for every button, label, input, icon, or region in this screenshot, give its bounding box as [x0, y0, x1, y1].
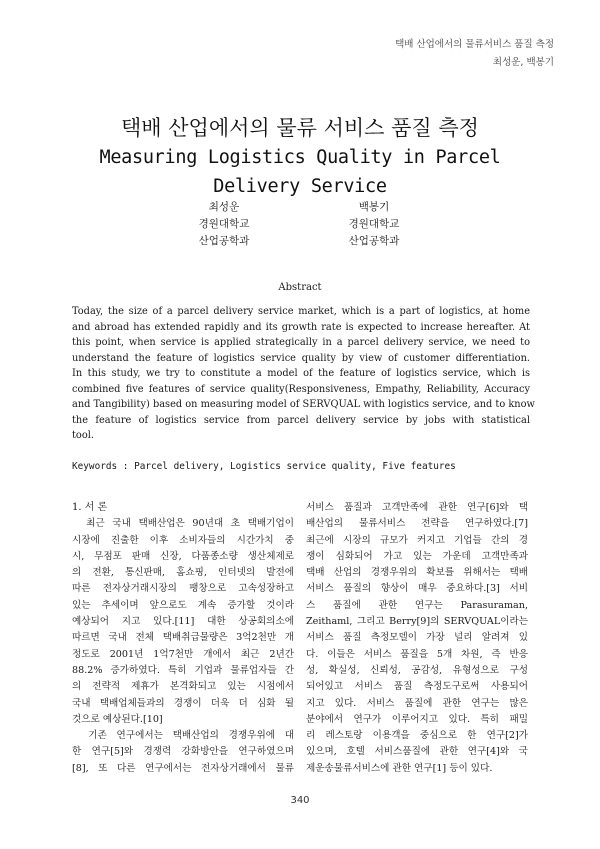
author-department: 산업공학과 [348, 235, 400, 247]
keywords: Keywords : Parcel delivery, Logistics service quality, Five features [72, 461, 456, 472]
body-line: 스 품질에 관한 연구는 Parasuraman, [306, 599, 528, 611]
body-line: 국내 택배업체들과의 경쟁이 더욱 더 심화 될 [72, 697, 294, 709]
abstract-line: In this study, we try to constitute a model of the feature of logistics service, which is [72, 368, 530, 379]
author-affiliation: 경원대학교 [198, 218, 250, 230]
author-block-2 [304, 199, 444, 250]
body-line: 따른 전자상거래시장의 팽창으로 고속성장하고 [72, 583, 294, 595]
body-line: 한 연구[5]와 경쟁력 강화방안을 연구하였으며 [72, 746, 294, 758]
body-line: 최근에 시장의 규모가 커지고 기업들 간의 경 [306, 534, 528, 546]
body-line: 정도로 2001년 1억7천만 개에서 최근 2년간 [72, 648, 294, 660]
running-header-title: 택배 산업에서의 물류서비스 품질 측정 [395, 39, 554, 50]
body-line: 있는 추세이며 앞으로도 계속 증가할 것이라 [72, 599, 294, 611]
body-line: 88.2% 증가하였다. 특히 기업과 물류업자들 간 [72, 664, 294, 676]
section-heading: 1. 서 론 [72, 502, 108, 513]
body-line: 서비스 품질의 향상이 매우 중요하다.[3] 서비 [306, 583, 528, 595]
abstract-line: combined five features of service quality(Responsiveness, Empathy, Reliability, Accuracy [72, 383, 530, 395]
body-line: 것으로 예상된다.[10] [72, 713, 163, 725]
body-line: 서비스 품질과 고객만족에 관한 연구[6]와 택 [306, 502, 528, 513]
author-affiliation: 경원대학교 [348, 218, 400, 230]
running-header-authors: 최성운, 백봉기 [492, 57, 554, 68]
author-name: 최성운 [208, 201, 240, 213]
body-line: 분야에서 연구가 이루어지고 있다. 특히 패밀 [306, 713, 528, 725]
page-number: 340 [290, 795, 310, 806]
paper-title-korean: 택배 산업에서의 물류 서비스 품질 측정 [121, 116, 479, 140]
abstract-line: Today, the size of a parcel delivery service market, which is a part of logistics, at home [72, 306, 530, 317]
body-line: 배산업의 물류서비스 전략을 연구하였다.[7] [306, 518, 528, 530]
author-block-1 [154, 199, 294, 250]
body-line: 시장에 진출한 이후 소비자들의 시간가치 중 [72, 534, 294, 546]
body-line: Zeithaml, 그리고 Berry[9]의 SERVQUAL이라는 [306, 616, 528, 628]
abstract-line: tool. [72, 430, 94, 441]
running-header [395, 36, 554, 72]
body-line: 다. 이들은 서비스 품질을 5개 차원, 즉 반응 [306, 648, 528, 660]
body-line: 되어있고 서비스 품질 측정도구로써 사용되어 [306, 681, 528, 693]
body-line: 예상되어 지고 있다.[11] 대한 상공회의소에 [72, 616, 294, 628]
body-line: 최근 국내 택배산업은 90년대 초 택배기업이 [72, 518, 294, 530]
abstract-line: the feature of logistics service from parcel delivery service by jobs with statistical [72, 414, 530, 426]
body-line: 서비스 품질 측정모델이 가장 널리 알려져 있 [306, 632, 528, 644]
body-line: [8], 또 다른 연구에서는 전자상거래에서 물류 [72, 762, 294, 774]
body-line: 제운송물류서비스에 관한 연구[1] 등이 있다. [306, 762, 493, 774]
body-line: 시, 무점포 판매 신장, 다품종소량 생산체제로 [72, 550, 294, 562]
body-line: 의 전환, 통신판매, 홈쇼핑, 인터넷의 발전에 [72, 567, 294, 579]
author-department: 산업공학과 [198, 235, 250, 247]
abstract-line: and Tangibility) based on measuring model of SERVQUAL with logistics service, and to know [72, 399, 535, 410]
abstract-body [72, 304, 535, 444]
body-line: 성, 확실성, 신뢰성, 공감성, 유형성으로 구성 [306, 664, 528, 676]
body-line: 의 전략적 제휴가 본격화되고 있는 시점에서 [72, 681, 294, 693]
body-line: 있으며, 호텔 서비스품질에 관한 연구[4]와 국 [306, 746, 528, 758]
abstract-line: this point, when service is applied strategically in a parcel delivery service, we need to [72, 337, 530, 348]
abstract-heading: Abstract [278, 282, 322, 293]
body-line: 지고 있다. 서비스 품질에 관한 연구는 많은 [306, 697, 528, 709]
body-line: 택배 산업의 경쟁우위의 확보를 위해서는 택배 [306, 567, 528, 579]
body-column-right [306, 500, 528, 777]
abstract-line: understand the feature of logistics service quality by view of customer differentiation. [72, 352, 530, 364]
body-line: 리 레스토랑 이용객을 중심으로 한 연구[2]가 [306, 730, 528, 742]
paper-title-english: Measuring Logistics Quality in Parcel Delivery Service [99, 147, 501, 197]
body-line: 기존 연구에서는 택배산업의 경쟁우위에 대 [72, 730, 294, 742]
abstract-line: and abroad has extended rapidly and its growth rate is expected to increase hereafter. At [72, 321, 530, 333]
body-column-left [72, 500, 294, 777]
body-line: 쟁이 심화되어 가고 있는 가운데 고객만족과 [306, 550, 528, 562]
body-line: 따르면 국내 전체 택배취급물량은 3억2천만 개 [72, 632, 294, 644]
author-name: 백봉기 [358, 201, 390, 213]
